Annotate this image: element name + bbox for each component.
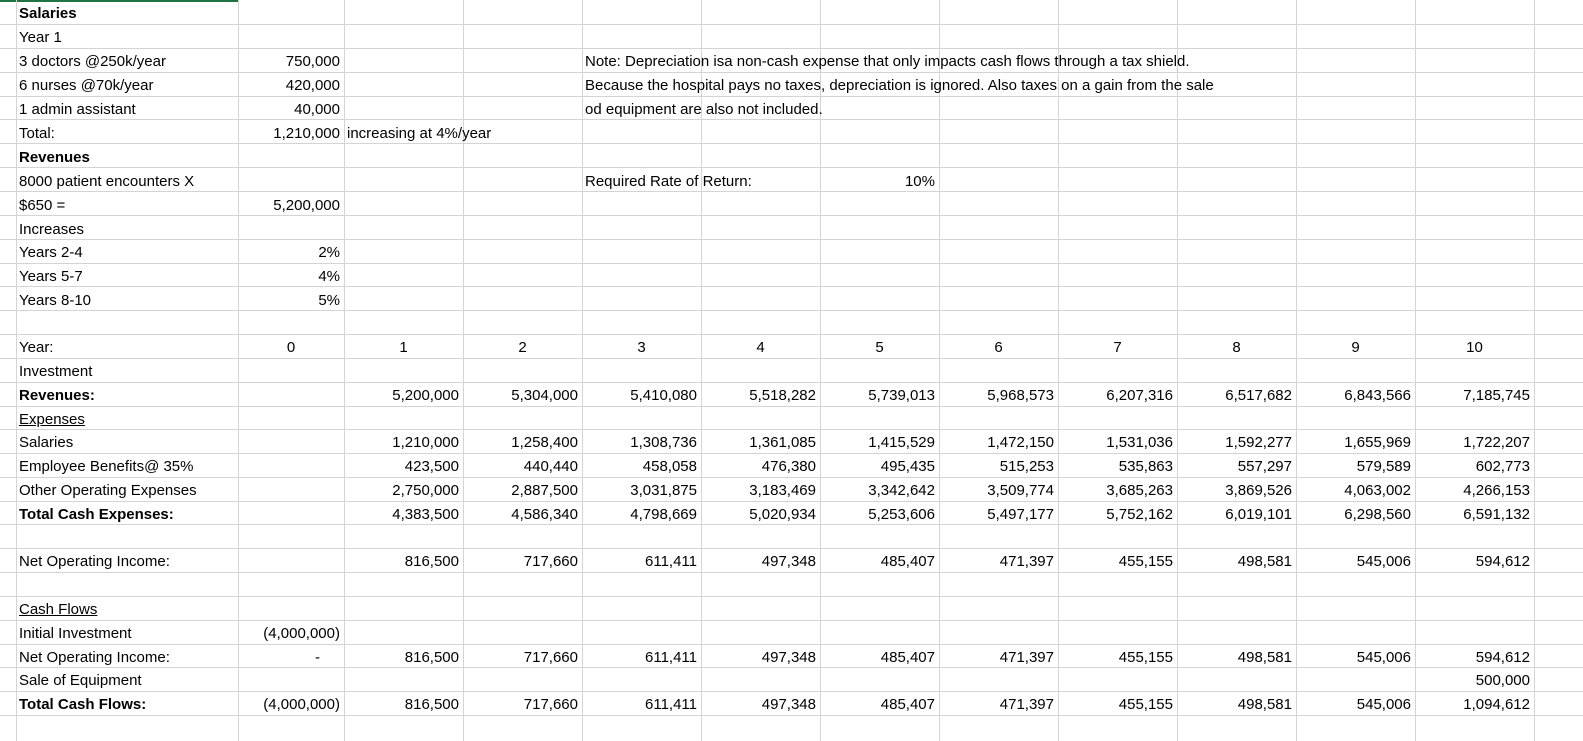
cell-year-9[interactable]: 9 (1351, 339, 1360, 356)
cell-cashflows-heading[interactable]: Cash Flows (19, 601, 98, 618)
cell-revenue-5[interactable]: 5,739,013 (868, 387, 935, 404)
cell-benefits-1[interactable]: 423,500 (404, 458, 459, 475)
cell-initial-investment-1[interactable] (344, 622, 463, 646)
cell-year-8[interactable]: 8 (1232, 339, 1241, 356)
cell-benefits-8[interactable]: 557,297 (1237, 458, 1292, 475)
cell-total-cf-label[interactable]: Total Cash Flows: (19, 696, 147, 713)
cell-noi-7[interactable]: 455,155 (1118, 553, 1173, 570)
cell-benefits-9[interactable]: 579,589 (1356, 458, 1411, 475)
cell-total-expenses-5[interactable]: 5,253,606 (868, 506, 935, 523)
cell-year-4[interactable]: 4 (756, 339, 765, 356)
cell-other-expenses-0[interactable] (238, 479, 344, 503)
cell-revenues-heading[interactable]: Revenues (19, 149, 90, 166)
cell-revenue-0[interactable] (238, 384, 344, 408)
cell-sale-equipment-2[interactable] (463, 669, 582, 693)
cell-cf-noi-5[interactable]: 485,407 (880, 649, 935, 666)
cell-increase-label-1[interactable]: Years 5-7 (19, 268, 83, 285)
cell-total-expenses-2[interactable]: 4,586,340 (511, 506, 578, 523)
cell-sale-equipment-1[interactable] (344, 669, 463, 693)
cell-total-expenses-1[interactable]: 4,383,500 (392, 506, 459, 523)
cell-initial-investment-4[interactable] (701, 622, 820, 646)
cell-revenue-7[interactable]: 6,207,316 (1106, 387, 1173, 404)
cell-sale-equipment-10[interactable]: 500,000 (1475, 672, 1530, 689)
cell-sale-equipment-4[interactable] (701, 669, 820, 693)
cell-salary-value-2[interactable]: 40,000 (294, 101, 340, 118)
cell-salary-label-0[interactable]: 3 doctors @250k/year (19, 53, 166, 70)
cell-initial-investment-6[interactable] (939, 622, 1058, 646)
cell-year-2[interactable]: 2 (518, 339, 527, 356)
cell-salaries-5[interactable]: 1,415,529 (868, 434, 935, 451)
cell-total-cash-flow-7[interactable]: 455,155 (1118, 696, 1173, 713)
cell-year-7[interactable]: 7 (1113, 339, 1122, 356)
cell-cf-noi-3[interactable]: 611,411 (645, 649, 697, 666)
cell-total-expenses-7[interactable]: 5,752,162 (1106, 506, 1173, 523)
cell-total-cash-flow-9[interactable]: 545,006 (1356, 696, 1411, 713)
cell-total-expenses-3[interactable]: 4,798,669 (630, 506, 697, 523)
cell-salaries-9[interactable]: 1,655,969 (1344, 434, 1411, 451)
cell-noi-5[interactable]: 485,407 (880, 553, 935, 570)
cell-salary-label-2[interactable]: 1 admin assistant (19, 101, 136, 118)
cell-salary-value-1[interactable]: 420,000 (285, 77, 340, 94)
column-gridline (1534, 0, 1535, 741)
cell-benefits-10[interactable]: 602,773 (1475, 458, 1530, 475)
cell-cf-noi-9[interactable]: 545,006 (1356, 649, 1411, 666)
cell-total-cash-flow-10[interactable]: 1,094,612 (1463, 696, 1530, 713)
cell-salaries-3[interactable]: 1,308,736 (630, 434, 697, 451)
row-gridline (0, 596, 1583, 597)
cell-revenues-line1[interactable]: 8000 patient encounters X (19, 173, 195, 190)
cell-noi-0[interactable] (238, 550, 344, 574)
cell-sale-equipment-3[interactable] (582, 669, 701, 693)
cell-noi-row-label[interactable]: Net Operating Income: (19, 553, 170, 570)
cell-benefits-3[interactable]: 458,058 (642, 458, 697, 475)
cell-year-5[interactable]: 5 (875, 339, 884, 356)
cell-initial-investment-7[interactable] (1058, 622, 1177, 646)
cell-salaries-2[interactable]: 1,258,400 (511, 434, 578, 451)
cell-sale-equipment-7[interactable] (1058, 669, 1177, 693)
cell-revenue-4[interactable]: 5,518,282 (749, 387, 816, 404)
cell-benefits-0[interactable] (238, 455, 344, 479)
cell-initial-label[interactable]: Initial Investment (19, 625, 132, 642)
cell-total-cash-flow-4[interactable]: 497,348 (761, 696, 816, 713)
cell-total-expenses-9[interactable]: 6,298,560 (1344, 506, 1411, 523)
cell-total-cash-flow-6[interactable]: 471,397 (999, 696, 1054, 713)
cell-total-expenses-4[interactable]: 5,020,934 (749, 506, 816, 523)
cell-initial-investment-8[interactable] (1177, 622, 1296, 646)
cell-total-cash-flow-5[interactable]: 485,407 (880, 696, 935, 713)
cell-increase-value-2[interactable]: 5% (318, 292, 340, 309)
row-gridline (0, 548, 1583, 549)
cell-initial-investment-2[interactable] (463, 622, 582, 646)
cell-noi-1[interactable]: 816,500 (404, 553, 459, 570)
cell-cf-noi-2[interactable]: 717,660 (523, 649, 578, 666)
cell-total-exp-row-label[interactable]: Total Cash Expenses: (19, 506, 174, 523)
cell-other-row-label[interactable]: Other Operating Expenses (19, 482, 197, 499)
cell-revenue-1[interactable]: 5,200,000 (392, 387, 459, 404)
cell-total-cash-flow-3[interactable]: 611,411 (645, 696, 697, 713)
cell-year1[interactable]: Year 1 (19, 29, 62, 46)
cell-cf-noi-8[interactable]: 498,581 (1237, 649, 1292, 666)
cell-total-cash-flow-1[interactable]: 816,500 (404, 696, 459, 713)
cell-benefits-2[interactable]: 440,440 (523, 458, 578, 475)
cell-benefits-4[interactable]: 476,380 (761, 458, 816, 475)
cell-salaries-7[interactable]: 1,531,036 (1106, 434, 1173, 451)
cell-revenue-2[interactable]: 5,304,000 (511, 387, 578, 404)
cell-other-expenses-1[interactable]: 2,750,000 (392, 482, 459, 499)
cell-sale-equipment-5[interactable] (820, 669, 939, 693)
cell-benefits-5[interactable]: 495,435 (880, 458, 935, 475)
cell-revenues-line2[interactable]: $650 = (19, 197, 66, 214)
cell-salaries-6[interactable]: 1,472,150 (987, 434, 1054, 451)
cell-noi-8[interactable]: 498,581 (1237, 553, 1292, 570)
cell-investment-label[interactable]: Investment (19, 363, 93, 380)
cell-increase-value-0[interactable]: 2% (318, 244, 340, 261)
cell-salaries-heading[interactable]: Salaries (19, 5, 77, 22)
cell-salary-total-note[interactable]: increasing at 4%/year (347, 125, 492, 142)
cell-cf-noi-1[interactable]: 816,500 (404, 649, 459, 666)
cell-increase-value-1[interactable]: 4% (318, 268, 340, 285)
cell-year-6[interactable]: 6 (994, 339, 1003, 356)
cell-other-expenses-4[interactable]: 3,183,469 (749, 482, 816, 499)
cell-noi-6[interactable]: 471,397 (999, 553, 1054, 570)
cell-other-expenses-6[interactable]: 3,509,774 (987, 482, 1054, 499)
cell-salaries-4[interactable]: 1,361,085 (749, 434, 816, 451)
cell-other-expenses-3[interactable]: 3,031,875 (630, 482, 697, 499)
cell-salaries-row-label[interactable]: Salaries (19, 434, 74, 451)
cell-total-expenses-0[interactable] (238, 503, 344, 527)
cell-benefits-6[interactable]: 515,253 (999, 458, 1054, 475)
cell-revenue-8[interactable]: 6,517,682 (1225, 387, 1292, 404)
cell-salary-label-1[interactable]: 6 nurses @70k/year (19, 77, 154, 94)
cell-other-expenses-8[interactable]: 3,869,526 (1225, 482, 1292, 499)
cell-other-expenses-9[interactable]: 4,063,002 (1344, 482, 1411, 499)
cell-benefits-row-label[interactable]: Employee Benefits@ 35% (19, 458, 194, 475)
cell-total-expenses-6[interactable]: 5,497,177 (987, 506, 1054, 523)
cell-cf-noi-0[interactable]: - (315, 649, 320, 666)
cell-initial-investment-10[interactable] (1415, 622, 1534, 646)
cell-year-1[interactable]: 1 (399, 339, 408, 356)
cell-sale-equipment-8[interactable] (1177, 669, 1296, 693)
cell-expenses-label[interactable]: Expenses (19, 411, 85, 428)
cell-salary-total-value[interactable]: 1,210,000 (273, 125, 340, 142)
cell-sale-equipment-0[interactable] (238, 669, 344, 693)
cell-salaries-0[interactable] (238, 431, 344, 455)
cell-revenue-9[interactable]: 6,843,566 (1344, 387, 1411, 404)
cell-initial-investment-5[interactable] (820, 622, 939, 646)
cell-initial-investment-0[interactable]: (4,000,000) (263, 625, 340, 642)
cell-increase-label-0[interactable]: Years 2-4 (19, 244, 83, 261)
cell-revenue-10[interactable]: 7,185,745 (1463, 387, 1530, 404)
cell-other-expenses-10[interactable]: 4,266,153 (1463, 482, 1530, 499)
cell-year-0[interactable]: 0 (286, 339, 296, 356)
cell-cf-noi-6[interactable]: 471,397 (999, 649, 1054, 666)
cell-noi-9[interactable]: 545,006 (1356, 553, 1411, 570)
cell-total-cash-flow-2[interactable]: 717,660 (523, 696, 578, 713)
cell-salary-total-label[interactable]: Total: (19, 125, 55, 142)
cell-sale-equipment-9[interactable] (1296, 669, 1415, 693)
cell-total-cash-flow-0[interactable]: (4,000,000) (263, 696, 340, 713)
row-gridline (0, 334, 1583, 335)
cell-note-line2[interactable]: Because the hospital pays no taxes, depreciation is ignored. Also taxes on a gain from the sale (585, 77, 1214, 94)
cell-year-label[interactable]: Year: (19, 339, 54, 356)
cell-increases-label[interactable]: Increases (19, 221, 85, 238)
cell-noi-2[interactable]: 717,660 (523, 553, 578, 570)
cell-cf-noi-label[interactable]: Net Operating Income: (19, 649, 170, 666)
cell-initial-investment-9[interactable] (1296, 622, 1415, 646)
cell-other-expenses-5[interactable]: 3,342,642 (868, 482, 935, 499)
cell-revenue-3[interactable]: 5,410,080 (630, 387, 697, 404)
cell-rrr-label[interactable]: Required Rate of Return: (585, 173, 752, 190)
cell-salary-value-0[interactable]: 750,000 (285, 53, 340, 70)
cell-other-expenses-2[interactable]: 2,887,500 (511, 482, 578, 499)
cell-note-line1[interactable]: Note: Depreciation isa non-cash expense that only impacts cash flows through a tax shield. (585, 53, 1190, 70)
cell-cf-noi-4[interactable]: 497,348 (761, 649, 816, 666)
cell-salaries-1[interactable]: 1,210,000 (392, 434, 459, 451)
cell-note-line3[interactable]: od equipment are also not included. (585, 101, 823, 118)
cell-noi-3[interactable]: 611,411 (645, 553, 697, 570)
cell-revenue-6[interactable]: 5,968,573 (987, 387, 1054, 404)
cell-salaries-10[interactable]: 1,722,207 (1463, 434, 1530, 451)
cell-benefits-7[interactable]: 535,863 (1118, 458, 1173, 475)
cell-total-expenses-8[interactable]: 6,019,101 (1225, 506, 1292, 523)
cell-year-3[interactable]: 3 (637, 339, 646, 356)
cell-year-10[interactable]: 10 (1466, 339, 1483, 356)
cell-noi-10[interactable]: 594,612 (1475, 553, 1530, 570)
cell-sale-equipment-6[interactable] (939, 669, 1058, 693)
cell-cf-noi-7[interactable]: 455,155 (1118, 649, 1173, 666)
cell-initial-investment-3[interactable] (582, 622, 701, 646)
cell-total-expenses-10[interactable]: 6,591,132 (1463, 506, 1530, 523)
cell-increase-label-2[interactable]: Years 8-10 (19, 292, 91, 309)
cell-revenues-value[interactable]: 5,200,000 (273, 197, 340, 214)
cell-noi-4[interactable]: 497,348 (761, 553, 816, 570)
cell-rrr-value[interactable]: 10% (904, 173, 935, 190)
cell-sale-label[interactable]: Sale of Equipment (19, 672, 142, 689)
cell-revenues-row-label[interactable]: Revenues: (19, 387, 95, 404)
cell-salaries-8[interactable]: 1,592,277 (1225, 434, 1292, 451)
cell-total-cash-flow-8[interactable]: 498,581 (1237, 696, 1292, 713)
cell-cf-noi-10[interactable]: 594,612 (1475, 649, 1530, 666)
cell-other-expenses-7[interactable]: 3,685,263 (1106, 482, 1173, 499)
